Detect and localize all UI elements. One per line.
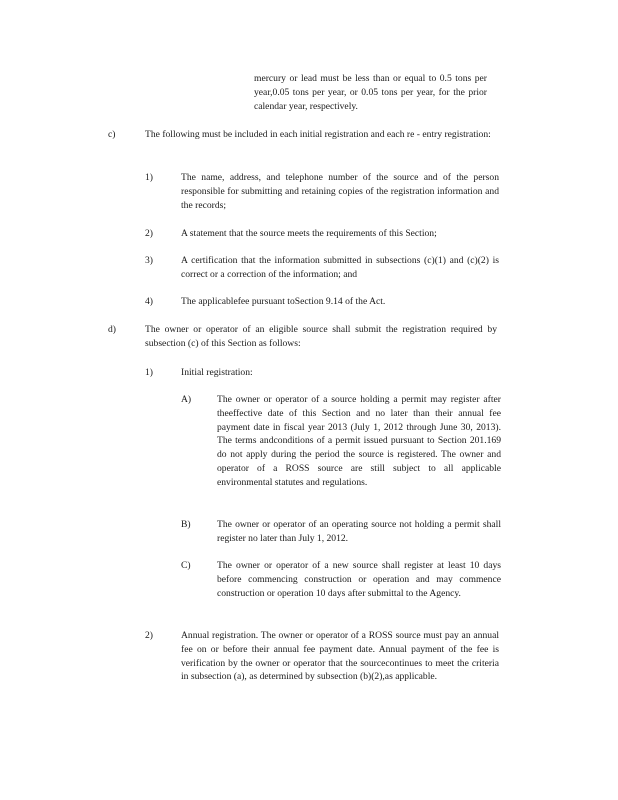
section-c-text: The following must be included in each initial registration and each re - entry registration: xyxy=(145,129,491,140)
d-sub-A-label: A) xyxy=(181,394,192,405)
c-item-3-label: 3) xyxy=(145,255,153,266)
section-d-text: The owner or operator of an eligible source shall submit the registration required by subsection (c) of this Section as follows: xyxy=(145,324,497,349)
c-item-2-text: A statement that the source meets the requirements of this Section; xyxy=(181,228,437,239)
section-c-label: c) xyxy=(108,129,116,140)
c-item-3-text: A certification that the information submitted in subsections (c)(1) and (c)(2) is correct or a correction of the information; and xyxy=(181,255,499,280)
d-sub-C-label: C) xyxy=(181,560,191,571)
c-item-4-label: 4) xyxy=(145,296,153,307)
d-sub-C-text: The owner or operator of a new source shall register at least 10 days before commencing construction or operation and may commence construction or operation 10 days after submittal to the Agency. xyxy=(217,560,501,599)
c-item-1-text: The name, address, and telephone number of the source and of the person responsible for submitting and retaining copies of the registration information and the records; xyxy=(181,172,499,211)
d-item-2-label: 2) xyxy=(145,630,153,641)
section-d-label: d) xyxy=(108,324,116,335)
d-item-1-text: Initial registration: xyxy=(181,367,253,378)
d-sub-A-text: The owner or operator of a source holding a permit may register after theeffective date of this Section and no later than their annual fee payment date in fiscal year 2013 (July 1, 2012 through June 30, 2013). The terms andconditions of a permit issued pursuant to Section 201.169 do not apply during the period the source is registered. The owner and operator of a ROSS source are still subject to all applicable environmental statutes and regulations. xyxy=(217,394,501,488)
d-item-1-label: 1) xyxy=(145,367,153,378)
d-item-2-text: Annual registration. The owner or operator of a ROSS source must pay an annual fee on or before their annual fee payment date. Annual payment of the fee is verification by the owner or operator that the sourcecontinues to meet the criteria in subsection (a), as determined by subsection (b)(2),as applicable. xyxy=(181,630,499,683)
c-item-1-label: 1) xyxy=(145,172,153,183)
c-item-2-label: 2) xyxy=(145,228,153,239)
continuation-paragraph: mercury or lead must be less than or equal to 0.5 tons per year,0.05 tons per year, or 0.05 tons per year, for the prior calendar year, respectively. xyxy=(254,73,487,112)
d-sub-B-label: B) xyxy=(181,519,191,530)
d-sub-B-text: The owner or operator of an operating source not holding a permit shall register no later than July 1, 2012. xyxy=(217,519,501,544)
c-item-4-text: The applicablefee pursuant toSection 9.14 of the Act. xyxy=(181,296,386,307)
